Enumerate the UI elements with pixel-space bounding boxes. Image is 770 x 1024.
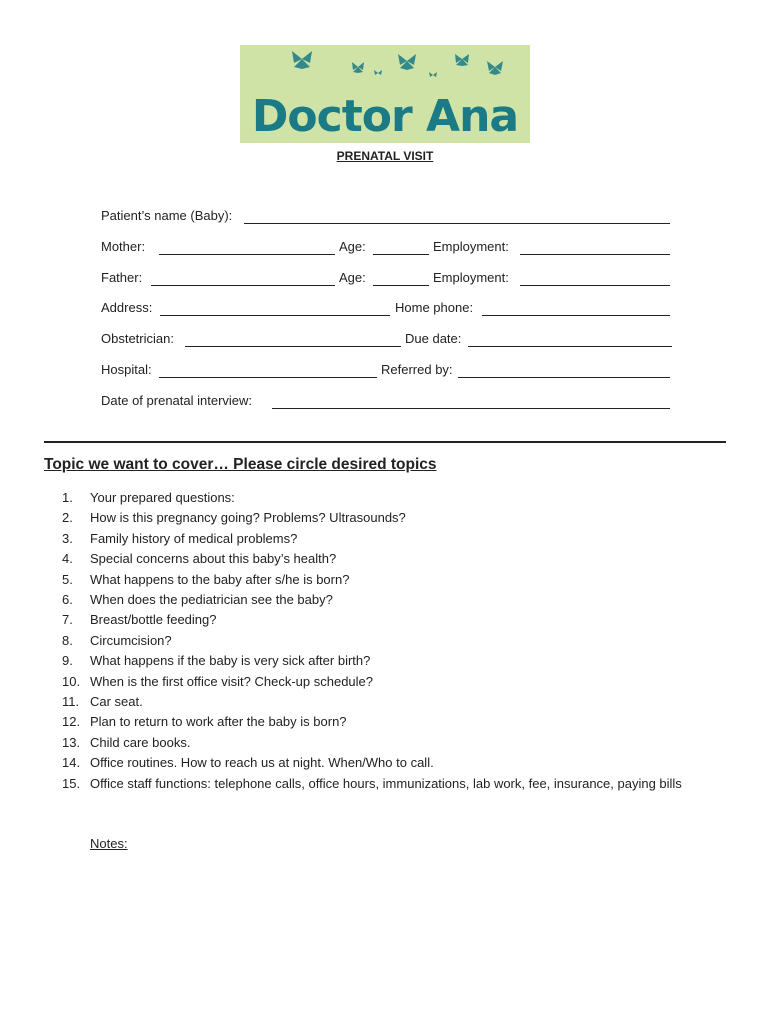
logo-text: Doctor Ana xyxy=(251,91,519,142)
topics-list xyxy=(62,488,722,794)
topic-text: When is the first office visit? Check-up schedule? xyxy=(90,673,374,689)
topic-item[interactable] xyxy=(62,549,722,569)
topic-text: Circumcision? xyxy=(90,632,172,648)
topic-text: When does the pediatrician see the baby? xyxy=(90,592,333,608)
topic-number: 14. xyxy=(62,755,81,771)
home-phone-label: Home phone: xyxy=(395,300,474,315)
topic-text: Office staff functions: telephone calls, office hours, immunizations, lab work, fee, insurance, paying bills xyxy=(90,775,682,791)
topic-text: Special concerns about this baby’s health? xyxy=(90,551,337,567)
topic-item[interactable] xyxy=(62,692,722,712)
obstetrician-label: Obstetrician: xyxy=(101,331,174,346)
topic-item[interactable] xyxy=(62,488,722,508)
mother-label: Mother: xyxy=(101,239,146,254)
topics-heading: Topic we want to cover… Please circle desired topics xyxy=(44,456,437,473)
topic-item[interactable] xyxy=(62,651,722,671)
father-label: Father: xyxy=(101,270,143,285)
topic-item[interactable] xyxy=(62,774,722,794)
topic-number: 12. xyxy=(62,714,81,730)
mother-employment-field[interactable] xyxy=(520,254,670,255)
topic-item[interactable] xyxy=(62,529,722,549)
mother-field[interactable] xyxy=(159,254,335,255)
due-date-field[interactable] xyxy=(468,346,672,347)
patient-name-row xyxy=(101,208,671,226)
topic-item[interactable] xyxy=(62,508,722,528)
topic-text: How is this pregnancy going? Problems? Ultrasounds? xyxy=(90,510,406,526)
topic-item[interactable] xyxy=(62,733,722,753)
topic-number: 8. xyxy=(62,632,73,648)
topic-item[interactable] xyxy=(62,631,722,651)
topic-number: 6. xyxy=(62,592,73,608)
due-date-label: Due date: xyxy=(405,331,462,346)
topic-number: 1. xyxy=(62,490,73,505)
interview-date-label: Date of prenatal interview: xyxy=(101,393,253,408)
topic-number: 4. xyxy=(62,551,73,567)
father-field[interactable] xyxy=(151,285,335,286)
topic-text: Car seat. xyxy=(90,694,143,710)
topic-number: 7. xyxy=(62,612,73,628)
topic-number: 13. xyxy=(62,734,81,750)
referred-by-field[interactable] xyxy=(458,377,670,378)
obstetrician-field[interactable] xyxy=(185,346,401,347)
topic-text: Child care books. xyxy=(90,734,191,750)
father-row xyxy=(101,270,671,288)
topic-number: 2. xyxy=(62,510,73,526)
mother-row xyxy=(101,239,671,257)
topic-text: What happens to the baby after s/he is born? xyxy=(90,571,350,587)
topic-number: 10. xyxy=(62,673,81,689)
topic-number: 15. xyxy=(62,775,81,791)
topic-number: 9. xyxy=(62,653,73,669)
mother-age-field[interactable] xyxy=(373,254,429,255)
home-phone-field[interactable] xyxy=(482,315,670,316)
obstetrician-row xyxy=(101,331,673,349)
patient-name-label: Patient’s name (Baby): xyxy=(101,208,233,223)
father-employment-label: Employment: xyxy=(433,270,509,285)
father-age-field[interactable] xyxy=(373,285,429,286)
topic-item[interactable] xyxy=(62,610,722,630)
topic-text: Breast/bottle feeding? xyxy=(90,612,217,628)
hospital-field[interactable] xyxy=(159,377,377,378)
father-employment-field[interactable] xyxy=(520,285,670,286)
patient-name-field[interactable] xyxy=(244,223,670,224)
hospital-label: Hospital: xyxy=(101,362,152,377)
topic-number: 3. xyxy=(62,530,73,546)
father-age-label: Age: xyxy=(339,270,366,285)
address-label: Address: xyxy=(101,300,153,315)
referred-by-label: Referred by: xyxy=(381,362,453,377)
interview-date-field[interactable] xyxy=(272,408,670,409)
notes-label: Notes: xyxy=(90,836,128,851)
topic-item[interactable] xyxy=(62,672,722,692)
topic-item[interactable] xyxy=(62,712,722,732)
address-field[interactable] xyxy=(160,315,390,316)
topic-item[interactable] xyxy=(62,753,722,773)
topic-text: Family history of medical problems? xyxy=(90,530,298,546)
interview-date-row xyxy=(101,393,671,411)
doctor-ana-logo xyxy=(240,45,530,143)
page-title: PRENATAL VISIT xyxy=(336,149,434,163)
topic-item[interactable] xyxy=(62,570,722,590)
topic-number: 11. xyxy=(62,694,80,710)
topic-item[interactable] xyxy=(62,590,722,610)
address-row xyxy=(101,300,671,318)
topic-text: Office routines. How to reach us at night. When/Who to call. xyxy=(90,755,434,771)
topic-text: Your prepared questions: xyxy=(90,490,235,505)
section-divider xyxy=(44,441,726,443)
mother-age-label: Age: xyxy=(339,239,366,254)
mother-employment-label: Employment: xyxy=(433,239,509,254)
topic-text: Plan to return to work after the baby is born? xyxy=(90,714,347,730)
topic-number: 5. xyxy=(62,571,73,587)
hospital-row xyxy=(101,362,671,380)
topic-text: What happens if the baby is very sick after birth? xyxy=(90,653,371,669)
